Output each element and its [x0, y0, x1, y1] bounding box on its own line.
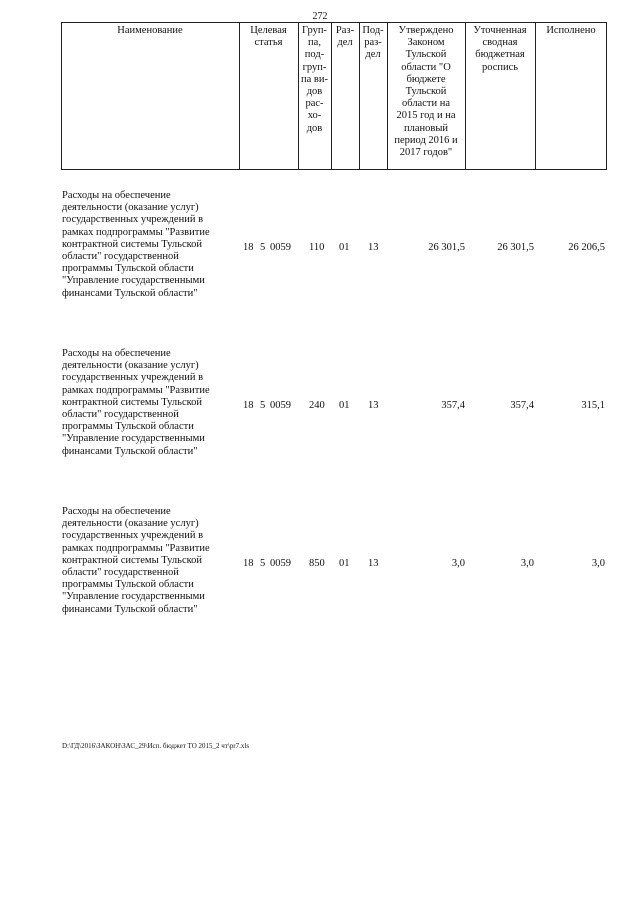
row-target-c: 0059	[270, 242, 291, 253]
header-divider	[535, 22, 536, 170]
row-refined: 3,0	[520, 558, 534, 569]
row-subsection: 13	[368, 400, 379, 411]
row-target-b: 5	[260, 400, 266, 411]
header-subsection: Под- раз- дел	[362, 25, 384, 61]
header-group: Груп- па, под- груп- па ви- дов рас- хо- дов	[301, 25, 328, 134]
row-executed: 3,0	[591, 558, 605, 569]
row-group: 240	[309, 400, 325, 411]
row-target-a: 18	[243, 558, 254, 569]
header-approved: Утверждено Законом Тульской области "О бюджете Тульской области на 2015 год и на плановый период 2016 и 2017 годов"	[394, 25, 458, 159]
row-approved: 3,0	[451, 558, 465, 569]
row-refined: 26 301,5	[497, 242, 534, 253]
row-approved: 26 301,5	[428, 242, 465, 253]
header-target: Целевая статья	[250, 25, 287, 49]
row-executed: 315,1	[581, 400, 605, 411]
header-executed: Исполнено	[546, 25, 596, 36]
row-target-c: 0059	[270, 558, 291, 569]
row-section: 01	[339, 558, 350, 569]
table-row	[0, 506, 640, 636]
file-path-footer: D:\ГД\2016\ЗАКОН\ЗАС_29\Исп. бюджет ТО 2015_2 чт\pr7.xls	[62, 742, 250, 750]
row-description: Расходы на обеспечение деятельности (оказание услуг) государственных учреждений в рамках подпрограммы "Развитие контрактной системы Тульской области" государственной программы Тульской области "Управление государственными финансами Тульской области"	[62, 348, 210, 457]
header-bottom-border	[61, 169, 607, 170]
row-target-c: 0059	[270, 400, 291, 411]
row-approved: 357,4	[441, 400, 465, 411]
row-subsection: 13	[368, 242, 379, 253]
row-target-b: 5	[260, 242, 266, 253]
row-target-b: 5	[260, 558, 266, 569]
page-number: 272	[312, 11, 328, 22]
row-group: 110	[309, 242, 325, 253]
row-subsection: 13	[368, 558, 379, 569]
row-target-a: 18	[243, 242, 254, 253]
table-row	[0, 348, 640, 478]
header-refined: Уточненная сводная бюджетная роспись	[473, 25, 527, 73]
row-executed: 26 206,5	[568, 242, 605, 253]
row-description: Расходы на обеспечение деятельности (оказание услуг) государственных учреждений в рамках подпрограммы "Развитие контрактной системы Тульской области" государственной программы Тульской области "Управление государственными финансами Тульской области"	[62, 190, 210, 299]
row-description: Расходы на обеспечение деятельности (оказание услуг) государственных учреждений в рамках подпрограммы "Развитие контрактной системы Тульской области" государственной программы Тульской области "Управление государственными финансами Тульской области"	[62, 506, 210, 615]
row-refined: 357,4	[510, 400, 534, 411]
row-group: 850	[309, 558, 325, 569]
row-section: 01	[339, 242, 350, 253]
header-name: Наименование	[117, 25, 183, 36]
row-section: 01	[339, 400, 350, 411]
header-top-border	[61, 22, 607, 23]
row-target-a: 18	[243, 400, 254, 411]
header-section: Раз- дел	[335, 25, 355, 49]
table-header	[61, 22, 607, 170]
table-row	[0, 190, 640, 320]
